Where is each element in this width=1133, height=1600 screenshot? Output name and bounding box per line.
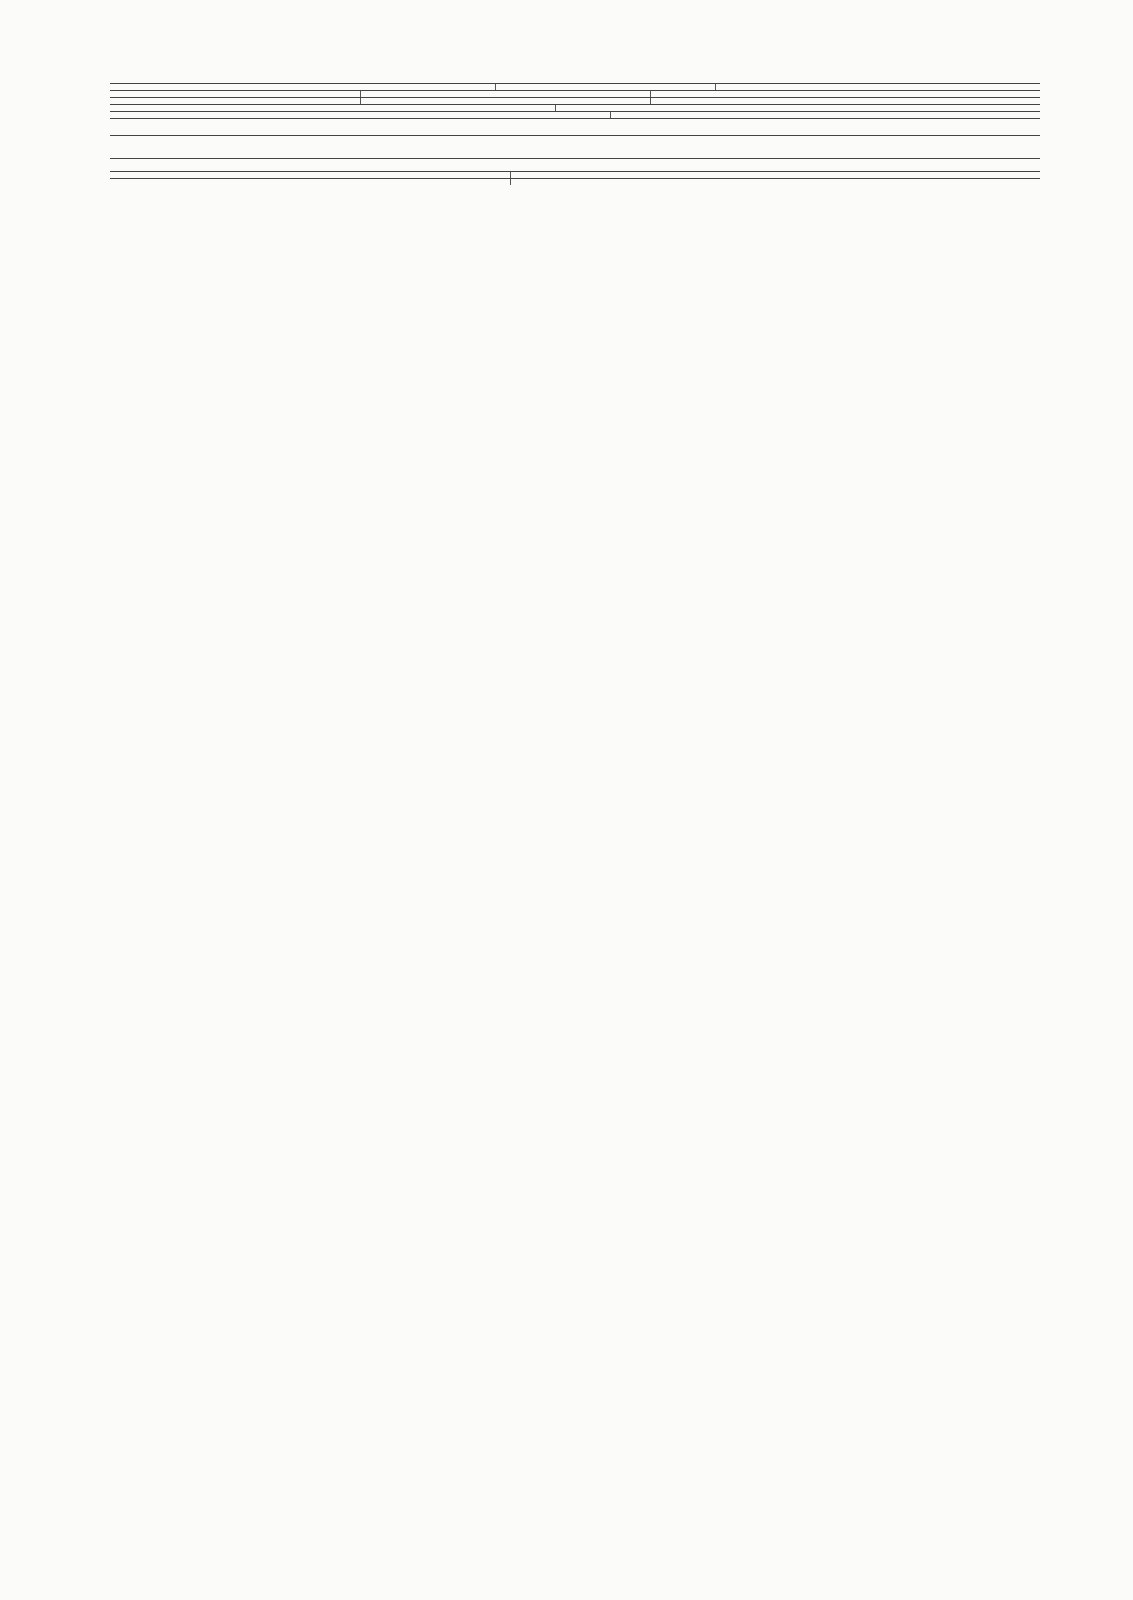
school-category-block	[110, 84, 1040, 91]
ews-block	[110, 136, 1040, 159]
udise-logo	[675, 1345, 683, 1376]
rte-block	[110, 119, 1040, 136]
digital-block	[110, 105, 1040, 112]
establishment-block	[110, 91, 1040, 98]
prof-block	[110, 179, 1040, 185]
teachers-block	[110, 172, 1040, 179]
report-card	[110, 55, 1040, 185]
smc-block	[110, 112, 1040, 119]
teachers-title	[110, 159, 1040, 172]
facilities-block	[110, 98, 1040, 105]
